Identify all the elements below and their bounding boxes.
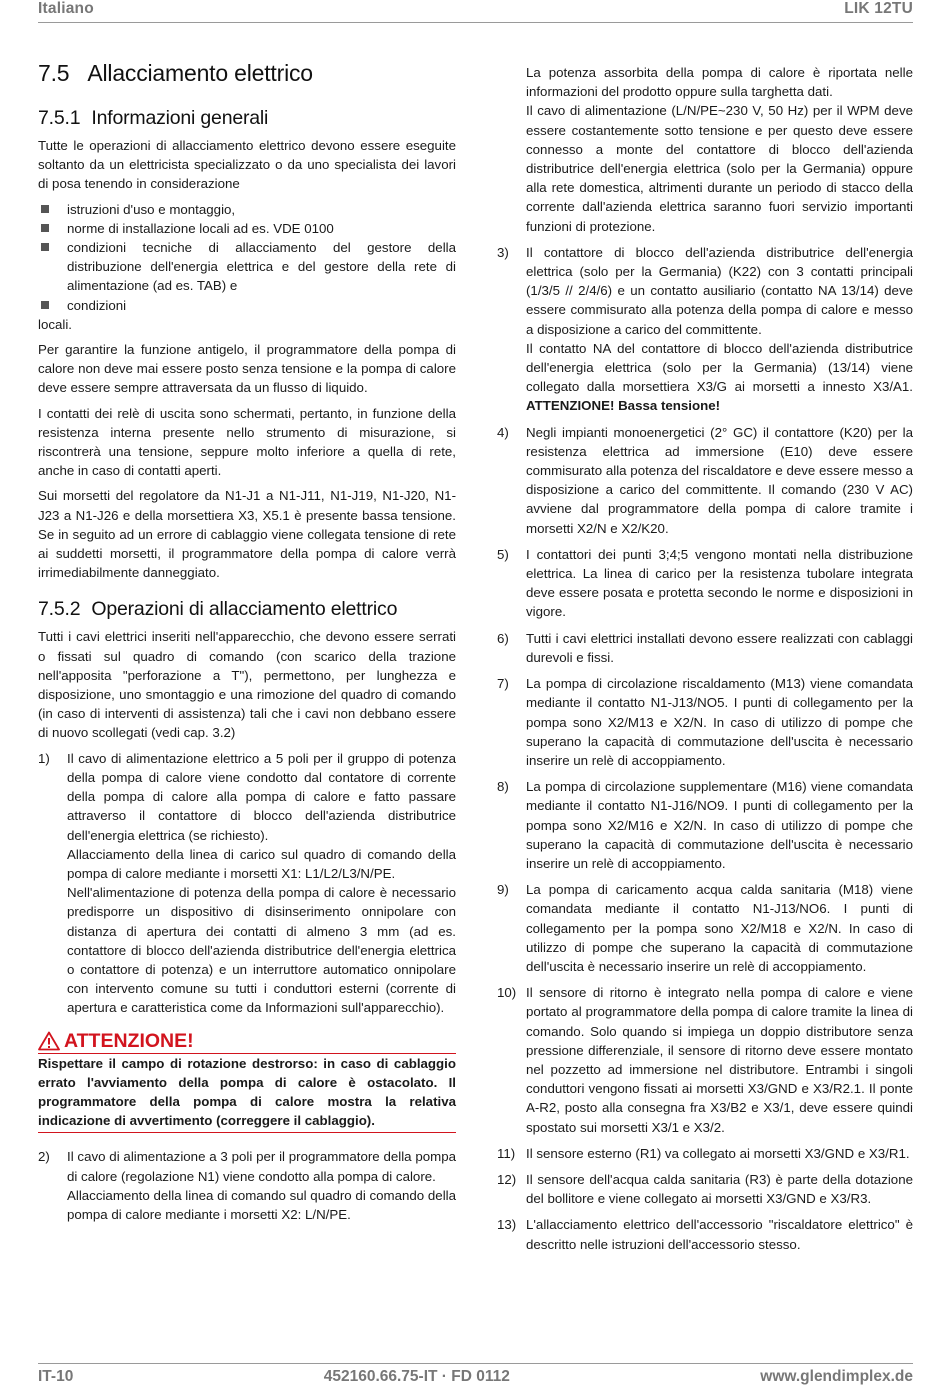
paragraph: Il cavo di alimentazione elettrico a 5 poli per il gruppo di potenza della pompa di calore viene condotto dal contatore di corrente della pompa di calore alla pompa di calore e fatto passare attraverso il contattore di blocco dell'azienda distributrice dell'energia elettrica (se richiesto). <box>67 750 456 843</box>
list-number: 10) <box>497 985 517 1001</box>
paragraph: Tutti i cavi elettrici inseriti nell'apparecchio, che devono essere serrati o fissati sul quadro di comando (con scarico della trazione nell'apposita "perforazione a T"), permettono, per lunghezza e disposizione, uno smontaggio e una rimozione del quadro di comando (in caso di interventi di assistenza) tali che i cavi non debbano essere di nuovo scollegati (vedi cap. 3.2) <box>38 629 456 741</box>
list-number: 5) <box>497 546 509 562</box>
list-number: 6) <box>497 630 509 646</box>
warning-triangle-icon <box>38 1031 60 1051</box>
list-item <box>497 674 913 770</box>
header-language: Italiano <box>38 0 94 17</box>
subsection-title: Operazioni di allacciamento elettrico <box>91 598 398 621</box>
section-heading <box>38 60 456 87</box>
website-link[interactable]: www.glendimplex.de <box>760 1368 913 1385</box>
list-item <box>497 545 913 622</box>
page-header <box>38 0 913 20</box>
paragraph: La potenza assorbita della pompa di calore è riportata nelle informazioni del prodotto oppure sulla targhetta dati. <box>526 65 913 100</box>
low-voltage-warning: ATTENZIONE! Bassa tensione! <box>526 398 721 414</box>
list-item <box>497 880 913 976</box>
list-number: 12) <box>497 1171 517 1187</box>
list-number: 8) <box>497 779 509 795</box>
list-number: 3) <box>497 244 509 260</box>
list-item: condizioni <box>38 296 456 315</box>
subsection-number: 7.5.1 <box>38 107 81 129</box>
subsection-heading-7-5-2 <box>38 598 456 621</box>
subsection-number: 7.5.2 <box>38 598 81 621</box>
section-number: 7.5 <box>38 60 70 86</box>
list-item <box>497 423 913 538</box>
list-item <box>497 1170 913 1208</box>
paragraph: I contattori dei punti 3;4;5 vengono montati nella distribuzione elettrica. La linea di carico per la resistenza tubolare integrata deve essere posata e protetta secondo le norme e disposizioni in vigore. <box>526 546 913 620</box>
paragraph: La pompa di circolazione riscaldamento (M13) viene comandata mediante il contatto N1-J13/NO5. I punti di collegamento per la pompa sono X2/M13 e X2/N. In caso di utilizzo di pompe che superano la capacità di commutazione dell'uscita è necessario inserire un relè di accoppiamento. <box>526 676 913 768</box>
warning-title-text: ATTENZIONE! <box>64 1029 194 1052</box>
list-number: 9) <box>497 882 509 898</box>
list-item <box>38 1147 456 1224</box>
paragraph: L'allacciamento elettrico dell'accessorio "riscaldatore elettrico" è descritto nelle istruzioni dell'accessorio stesso. <box>526 1217 913 1252</box>
numbered-list <box>497 63 913 1254</box>
square-bullet-icon <box>41 301 49 309</box>
paragraph: Per garantire la funzione antigelo, il programmatore della pompa di calore non deve mai essere posto senza tensione e la pompa di calore deve essere sempre attraversata da un flusso di liquido. <box>38 342 456 396</box>
bullet-list <box>38 200 456 315</box>
list-item <box>497 629 913 667</box>
list-item: norme di installazione locali ad es. VDE 0100 <box>38 219 456 238</box>
paragraph: Il sensore dell'acqua calda sanitaria (R3) è parte della dotazione del bollitore e viene collegato ai morsetti X3/GND e X3/R3. <box>526 1171 913 1207</box>
paragraph: I contatti dei relè di uscita sono schermati, pertanto, in funzione della resistenza interna presente nello strumento di misurazione, si riscontrerà una tensione, seppure molto inferiore a quella di rete, anche in caso di contatti aperti. <box>38 405 456 479</box>
subsection-title: Informazioni generali <box>91 107 269 129</box>
warning-text: Rispettare il campo di rotazione destrorso: in caso di cablaggio errato l'avviamento della pompa di calore è ostacolato. Il programmatore della pompa di calore mostra la relativa indicazione di avvertimento (correggere il cablaggio). <box>38 1054 456 1134</box>
numbered-list <box>38 1147 456 1224</box>
list-item: istruzioni d'uso e montaggio, <box>38 200 456 219</box>
paragraph: La pompa di circolazione supplementare (M16) viene comandata mediante il contatto N1-J16/NO9. I punti di collegamento per la pompa sono X2/M16 e X2/N. In caso di utilizzo di pompe che superano la capacità di commutazione dell'uscita è necessario inserire un relè di accoppiamento. <box>526 779 913 871</box>
header-model: LIK 12TU <box>844 0 913 17</box>
paragraph: Negli impianti monoenergetici (2° GC) il contattore (K20) per la resistenza elettrica ad immersione (E10) deve essere commisurato alla potenza del riscaldatore e deve essere messo a disposizione a carico del committente. Il comando (230 V AC) avviene dal programmatore della pompa di calore tramite i morsetti X2/N e X2/K20. <box>526 424 913 536</box>
list-item <box>497 983 913 1137</box>
warning-title <box>38 1030 456 1054</box>
list-number: 2) <box>38 1149 50 1165</box>
square-bullet-icon <box>41 243 49 251</box>
square-bullet-icon <box>41 205 49 213</box>
paragraph: Il sensore esterno (R1) va collegato ai morsetti X3/GND e X3/R1. <box>526 1145 910 1161</box>
paragraph: Nell'alimentazione di potenza della pompa di calore è necessario predisporre un dispositivo di disinserimento onnipolare con distanza di apertura dei contatti di almeno 3 mm (ad es. contattore di blocco dell'azienda distributrice dell'energia elettrica o contattore di potenza) e un interruttore automatico onnipolare con intervento comune su tutti i conduttori esterni (corrente di apertura e caratteristica come da Informazioni sull'apparecchio). <box>67 885 456 1016</box>
list-number: 4) <box>497 424 509 440</box>
list-item <box>38 749 456 1018</box>
list-item <box>497 243 913 416</box>
list-item <box>497 777 913 873</box>
right-column <box>497 63 913 1261</box>
paragraph: locali. <box>38 316 72 332</box>
paragraph: Allacciamento della linea di carico sul quadro di comando della pompa di calore mediante i morsetti X1: L1/L2/L3/N/PE. <box>67 846 456 881</box>
numbered-list <box>38 749 456 1018</box>
square-bullet-icon <box>41 224 49 232</box>
paragraph: Allacciamento della linea di comando sul quadro di comando della pompa di calore mediante i morsetti X2: L/N/PE. <box>67 1187 456 1222</box>
paragraph: Il contatto NA del contattore di blocco dell'azienda distributrice dell'energia elettrica (solo per la Germania) (13/14) viene collegato dalla morsettiera X3/G ai morsetti a innesto X3/A1. ATTENZIONE! Bassa tensione! <box>526 340 913 414</box>
paragraph: Il cavo di alimentazione a 3 poli per il programmatore della pompa di calore (regolazione N1) viene condotto alla pompa di calore. <box>67 1149 456 1184</box>
paragraph: Il sensore di ritorno è integrato nella pompa di calore e viene portato al programmatore della pompa di calore tramite la linea di comando. Solo quando si impiega un doppio distributore senza pressione differenziale, il sensore di ritorno deve essere montato nel pozzetto ad immersione nel distributore. Entrambi i singoli conduttori vengono fissati ai morsetti X3/GND e X3/R2.1. Il ponte A-R2, posto alla consegna fra X3/B2 e X3/1, deve essere quindi spostato sui morsetti X3/1 e X3/2. <box>526 985 913 1135</box>
list-item <box>497 1215 913 1253</box>
list-item: condizioni tecniche di allacciamento del gestore della distribuzione dell'energia elettrica e del gestore della rete di alimentazione (ad es. TAB) e <box>38 238 456 296</box>
list-number: 11) <box>497 1145 516 1161</box>
list-item-continuation <box>497 63 913 236</box>
header-divider <box>38 22 913 23</box>
paragraph: Il cavo di alimentazione (L/N/PE~230 V, 50 Hz) per il WPM deve essere costantemente sotto tensione e per questo deve essere connesso a monte del contattore di blocco dell'azienda distributrice dell'energia elettrica (solo per la Germania) oppure alla rete domestica, altrimenti durante un periodo di stacco della corrente dall'azienda elettrica saranno fuori servizio importanti funzioni di protezione. <box>526 103 913 234</box>
subsection-heading-7-5-1 <box>38 107 456 130</box>
list-number: 1) <box>38 750 50 766</box>
list-number: 7) <box>497 676 509 692</box>
paragraph: Tutte le operazioni di allacciamento elettrico devono essere eseguite soltanto da un elettricista specializzato o da uno specialista dei lavori di posa tenendo in considerazione <box>38 138 456 192</box>
paragraph: Il contattore di blocco dell'azienda distributrice dell'energia elettrica (solo per la Germania) (K22) con 3 contatti principali (1/3/5 // 2/4/6) e un contatto ausiliario (contatto NA 13/14) deve essere commisurato alla potenza della pompa di calore e messo a disposizione a carico del committente. <box>526 244 913 337</box>
paragraph: Tutti i cavi elettrici installati devono essere realizzati con cablaggi durevoli e fissi. <box>526 630 913 665</box>
footer-divider <box>38 1363 913 1364</box>
list-item <box>497 1144 913 1163</box>
paragraph: La pompa di caricamento acqua calda sanitaria (M18) viene comandata mediante il contatto N1-J13/NO6. I punti di collegamento per la pompa sono X2/M18 e X2/N. In caso di utilizzo di pompe che superano la capacità di commutazione dell'uscita è necessario inserire un relè di accoppiamento. <box>526 882 913 974</box>
page-footer <box>38 1368 913 1387</box>
left-column <box>38 60 456 1231</box>
list-number: 13) <box>497 1217 517 1233</box>
page-number: IT-10 <box>38 1368 74 1385</box>
paragraph: Sui morsetti del regolatore da N1-J1 a N1-J11, N1-J19, N1-J20, N1-J23 a N1-J26 e della morsettiera X3, X5.1 è presente bassa tensione. Se in seguito ad un errore di cablaggio viene collegata tensione di rete ai suddetti morsetti, il programmatore della pompa di calore verrà irrimediabilmente danneggiato. <box>38 488 456 581</box>
document-code: 452160.66.75-IT · FD 0112 <box>323 1368 510 1385</box>
warning-box <box>38 1030 456 1134</box>
section-title: Allacciamento elettrico <box>87 60 313 86</box>
